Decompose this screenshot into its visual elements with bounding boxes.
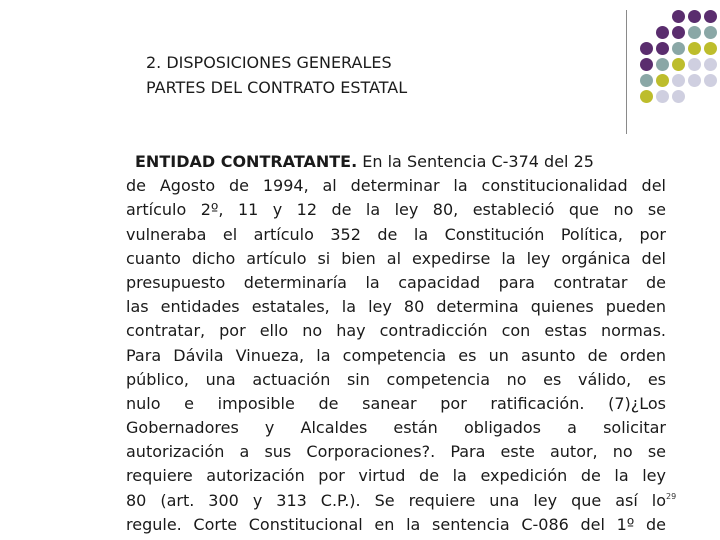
decorative-dot <box>672 10 685 23</box>
body-line-13: autorización a sus Corporaciones?. Para este autor, no se <box>126 442 666 462</box>
page-number: 29 <box>666 492 677 501</box>
body-line-3: artículo 2º, 11 y 12 de la ley 80, estableció que no se <box>126 200 666 220</box>
decorative-dot <box>688 90 701 103</box>
body-line-16: regule. Corte Constitucional en la sentencia C-086 del 1º de <box>126 514 666 534</box>
decorative-dot <box>672 74 685 87</box>
decorative-dot <box>672 26 685 39</box>
title-line-2: PARTES DEL CONTRATO ESTATAL <box>146 78 408 97</box>
decorative-dot <box>688 42 701 55</box>
decorative-divider <box>626 10 627 134</box>
decorative-dot <box>688 10 701 23</box>
body-line-1 <box>135 150 666 174</box>
decorative-dot <box>656 58 669 71</box>
decorative-dot <box>672 90 685 103</box>
bold-lead-text: ENTIDAD CONTRATANTE. <box>135 152 358 171</box>
body-line-1-text: En la Sentencia C-374 del 25 <box>357 152 594 171</box>
body-line-6: presupuesto determinaría la capacidad para contratar de <box>126 272 666 292</box>
body-line-15: 80 (art. 300 y 313 C.P.). Se requiere una ley que así lo <box>126 490 666 510</box>
decorative-dot <box>704 58 717 71</box>
decorative-dot <box>704 42 717 55</box>
decorative-dot <box>688 74 701 87</box>
body-line-4: vulneraba el artículo 352 de la Constitución Política, por <box>126 224 666 244</box>
decorative-dot <box>640 10 653 23</box>
decorative-dot <box>688 58 701 71</box>
body-line-9: Para Dávila Vinueza, la competencia es un asunto de orden <box>126 345 666 365</box>
decorative-dot <box>656 74 669 87</box>
body-line-5: cuanto dicho artículo si bien al expedirse la ley orgánica del <box>126 248 666 268</box>
decorative-dot-grid <box>640 10 719 105</box>
decorative-dot <box>688 26 701 39</box>
body-line-10: público, una actuación sin competencia no es válido, es <box>126 369 666 389</box>
decorative-dot <box>640 26 653 39</box>
decorative-dot <box>704 90 717 103</box>
body-line-12: Gobernadores y Alcaldes están obligados a solicitar <box>126 418 666 438</box>
decorative-dot <box>640 90 653 103</box>
decorative-dot <box>656 90 669 103</box>
decorative-dot <box>704 26 717 39</box>
body-line-8: contratar, por ello no hay contradicción con estas normas. <box>126 321 666 341</box>
decorative-dot <box>640 58 653 71</box>
decorative-dot <box>704 74 717 87</box>
body-paragraph <box>126 150 666 537</box>
title-line-1: 2. DISPOSICIONES GENERALES <box>146 53 392 72</box>
decorative-dot <box>640 74 653 87</box>
decorative-dot <box>656 10 669 23</box>
body-line-14: requiere autorización por virtud de la expedición de la ley <box>126 466 666 486</box>
body-line-11: nulo e imposible de sanear por ratificación. (7)¿Los <box>126 393 666 413</box>
decorative-dot <box>656 26 669 39</box>
body-line-2: de Agosto de 1994, al determinar la constitucionalidad del <box>126 176 666 196</box>
body-line-7: las entidades estatales, la ley 80 determina quienes pueden <box>126 297 666 317</box>
decorative-dot <box>672 42 685 55</box>
slide-title <box>146 50 407 100</box>
decorative-dot <box>704 10 717 23</box>
decorative-dot <box>672 58 685 71</box>
decorative-dot <box>656 42 669 55</box>
decorative-dot <box>640 42 653 55</box>
